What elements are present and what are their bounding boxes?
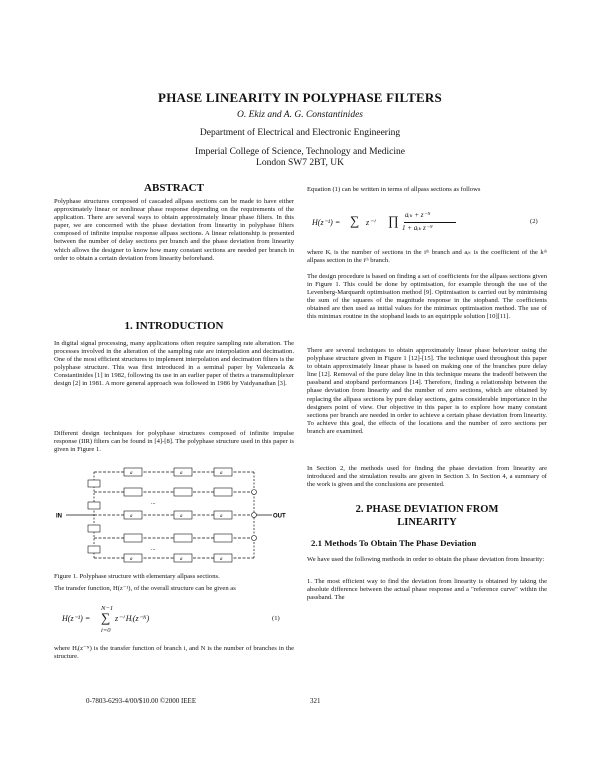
block-label: a [180,514,183,519]
block-label: a [220,557,223,562]
block-label: a [130,471,133,476]
abstract-heading: ABSTRACT [144,182,204,194]
col2-paragraph-4: We have used the following methods in order to obtain the phase deviation from linearity: [307,556,545,563]
block-label: a [130,514,133,519]
affiliation-department: Department of Electrical and Electronic Engineering [199,128,401,138]
affiliation-city: London SW7 2BT, UK [256,158,344,168]
equation-2-denominator: 1 + aᵢₖ z⁻ᴺ [402,224,433,232]
intro-heading: 1. INTRODUCTION [124,320,224,332]
block-label: a [180,471,183,476]
col2-paragraph-5: 1. The most efficient way to find the deviation from linearity is obtained by taking the absolute difference between the actual phase response and a "reference curve" within the passband. The [307,578,547,602]
equation-1-sum-top: N−1 [101,605,114,612]
equation-2-number: (2) [530,218,538,225]
figure-caption: Figure 1. Polyphase structure with elementary allpass sections. [54,573,220,580]
block-label: a [180,557,183,562]
abstract-text: Polyphase structures composed of cascaded allpass sections can be made to have either approximately linear or nonlinear phase response depending on the requirements of the application. There are several ways to obtain approximately linear phase filters. In this paper, we are concerned with the phase deviation from linearity in polyphase filters composed of infinite impulse response allpass sections. A linear relationship is presented between the number of delay sections per branch and the phase deviation from linearity which allows the designer to know how many constant sections are needed per branch in order to obtain a certain deviation from linearity beforehand. [54,198,294,262]
equation-1-lhs: H(z⁻¹) = [62,614,91,623]
equation-2-delay: z⁻ⁱ [366,218,375,227]
ellipsis: ... [151,500,156,506]
equation-2-intro: Equation (1) can be written in terms of allpass sections as follows [307,186,481,193]
subsection-2-1-heading: 2.1 Methods To Obtain The Phase Deviation [311,538,477,548]
page-number: 321 [310,697,321,705]
authors: O. Ekiz and A. G. Constantinides [237,110,363,120]
transfer-intro: The transfer function, H(z⁻¹), of the overall structure can be given as [54,585,236,592]
intro-paragraph-2: Different design techniques for polyphase structures composed of infinite impulse response (IIR) filters can be found in [4]-[8]. The polyphase structure used in this paper is given in Figure 1. [54,430,294,454]
sum-symbol: ∑ [101,610,111,625]
ellipsis: ... [151,546,156,552]
fraction-bar [404,222,456,223]
section-2-heading-line-1: 2. PHASE DEVIATION FROM [355,504,499,515]
section-2-heading-line-2: LINEARITY [397,517,457,528]
col2-paragraph-3: In Section 2, the methods used for finding the phase deviation from linearity are introduced and the simulation results are given in Section 3. In Section 4, a summary of the work is given and the conclusions are presented. [307,465,547,489]
affiliation-college: Imperial College of Science, Technology and Medicine [195,147,405,157]
block-label: a [220,471,223,476]
equation-1-rhs: z⁻ⁱ Hᵢ(z⁻ᴺ) [115,614,150,623]
equation-2-where: where Kᵢ is the number of sections in the iᵗʰ branch and aᵢₖ is the coefficient of the kᵗʰ allpass section in the iᵗʰ branch. [307,249,547,265]
footer-copyright: 0-7803-6293-4/00/$10.00 ©2000 IEEE [86,697,197,705]
polyphase-structure-figure [54,462,294,568]
equation-1-sum-bottom: i=0 [101,627,111,634]
paper-title: PHASE LINEARITY IN POLYPHASE FILTERS [158,90,442,105]
col2-paragraph-1: The design procedure is based on finding a set of coefficients for the allpass sections given in Figure 1. This could be done by optimisation, for example through the use of the Levenberg-Marquardt optimisation method [9]. Optimisation is carried out by minimising the sum of the squares of the magnitude response in the stopband. The coefficients obtained are then used as initial values for the minimax optimisation method. The use of this minimax routine in the stopband leads to an equiripple solution [10][11]. [307,273,547,321]
block-label: a [130,557,133,562]
col2-paragraph-2: There are several techniques to obtain approximately linear phase behaviour using the polyphase structure given in Figure 1 [12]-[15]. The technique used throughout this paper to obtain approximately linear phase is based on making one of the branches pure delay line [12]. Removal of the pure delay line in this technique means the tradeoff between the passband and stopband performances [14]. Therefore, finding a relationship between the phase deviation from linearity and the number of zero sections, which are obtained by replacing the allpass sections by pure delay sections, gains considerable importance in the designers point of view. Our objective in this paper is to explore how many constant sections per branch are needed in order to achieve a certain phase deviation from linearity. To achieve this goal, the effects of the locations and the number of zero sections per branch are examined. [307,347,547,435]
transfer-where: where Hᵢ(z⁻ᴺ) is the transfer function of branch i, and N is the number of branches in the structure. [54,645,294,661]
figure-in-label: IN [56,513,62,520]
figure-out-label: OUT [273,513,286,520]
sum-symbol: ∑ [350,213,360,228]
equation-2-numerator: aᵢₖ + z⁻ᴺ [405,211,431,219]
intro-paragraph-1: In digital signal processing, many applications often require sampling rate alteration. The processes involved in the alteration of the sampling rate are interpolation and decimation. One of the most efficient structures to implement interpolation and decimation filters is the polyphase structure. This was first introduced in a seminal paper by Valenzuela & Constantinides [1] in 1982, following its use in an earlier paper of theirs a transmultiplexer design [2] in 1981. A more general approach was followed in 1986 by Vaidyanathan [3]. [54,340,294,388]
equation-2-lhs: H(z⁻¹) = [312,218,341,227]
equation-1-number: (1) [272,615,280,622]
block-label: a [220,514,223,519]
product-symbol: ∏ [388,213,399,228]
